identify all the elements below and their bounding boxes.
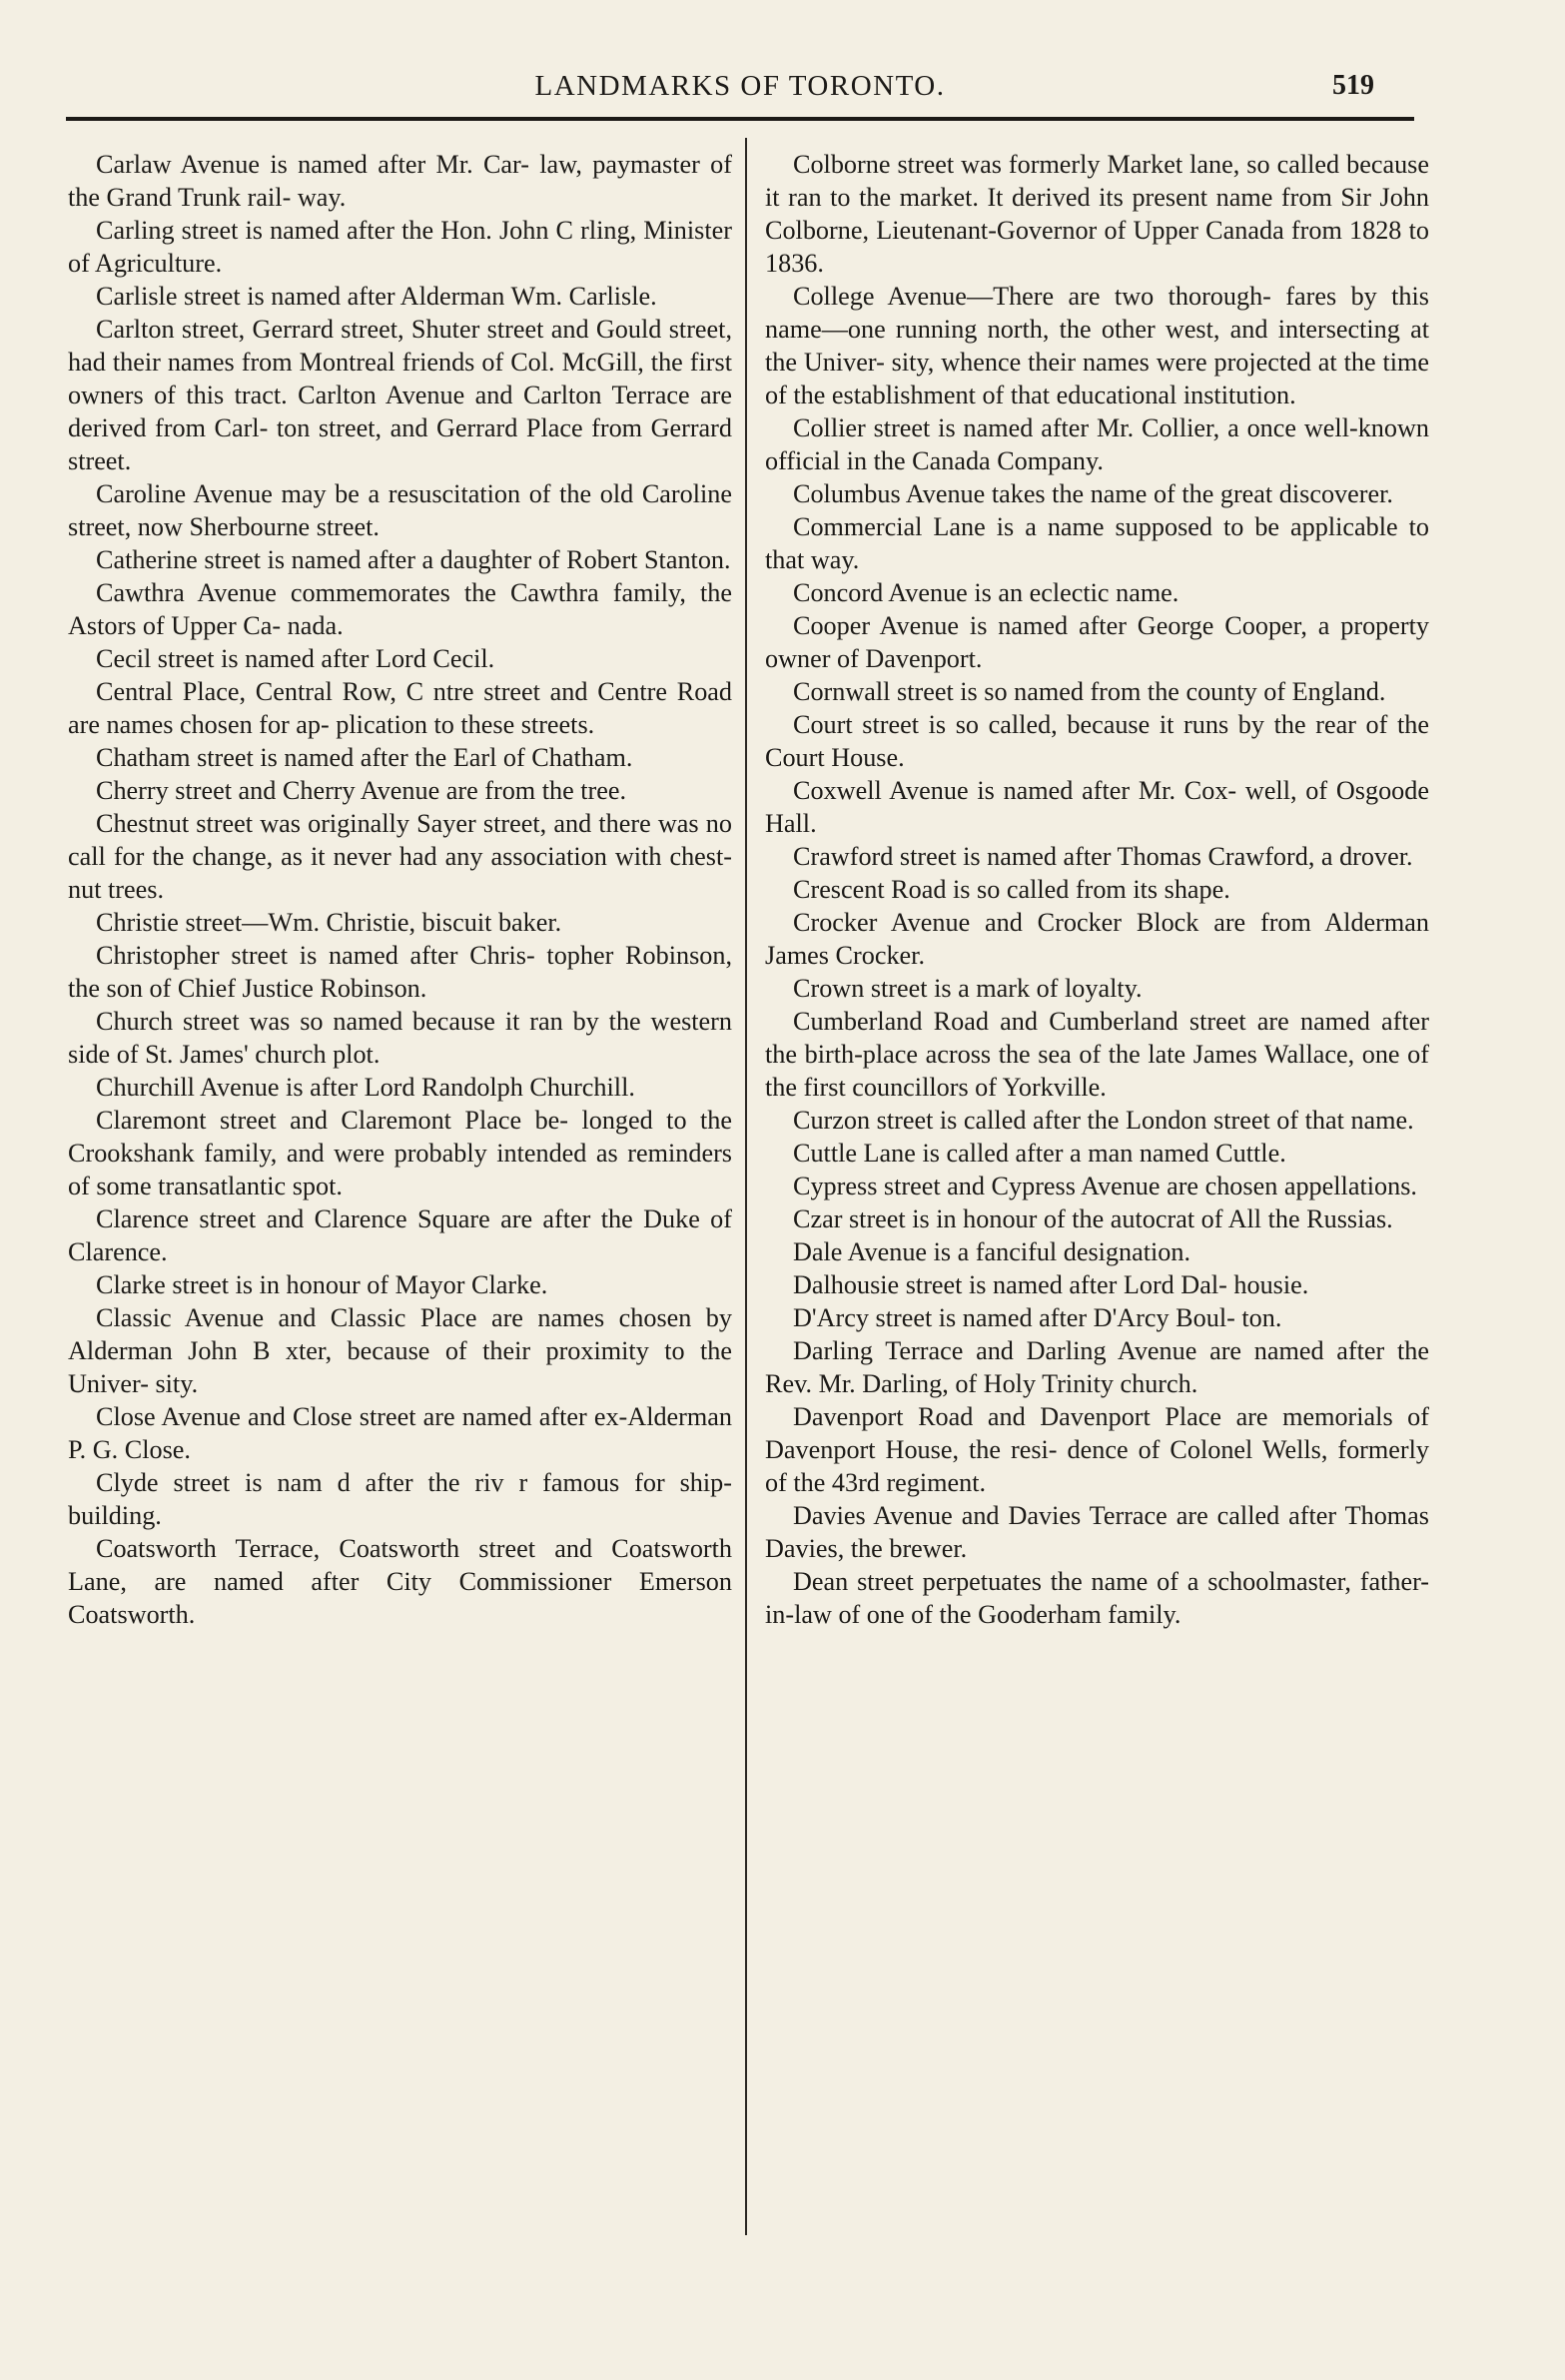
street-entry: Czar street is in honour of the autocrat of All the Russias. [793, 1204, 1393, 1233]
page-header [66, 66, 1414, 112]
street-entry: Coxwell Avenue is named after Mr. Cox- well, of Osgoode Hall. [765, 776, 1429, 838]
street-entry: Crown street is a mark of loyalty. [793, 974, 1143, 1003]
street-entry: Davenport Road and Davenport Place are memorials of Davenport House, the resi- dence of Colonel Wells, formerly of the 43rd regiment. [765, 1402, 1429, 1497]
street-entry: Christopher street is named after Chris- topher Robinson, the son of Chief Justice Robinson. [68, 941, 732, 1003]
street-entry: Central Place, Central Row, C ntre street and Centre Road are names chosen for ap- plication to these streets. [68, 677, 732, 739]
street-entry: Collier street is named after Mr. Collier, a once well-known official in the Canada Company. [765, 413, 1429, 475]
street-entry: Chatham street is named after the Earl of Chatham. [96, 743, 633, 772]
street-entry: College Avenue—There are two thorough- fares by this name—one running north, the other west, and intersecting at the Univer- sity, whence their names were projected at the time of the establishment of that educational institution. [765, 282, 1429, 409]
street-entry: Carling street is named after the Hon. John C rling, Minister of Agriculture. [68, 216, 732, 278]
street-entry: Court street is so called, because it runs by the rear of the Court House. [765, 710, 1429, 772]
street-entry: Cawthra Avenue commemorates the Cawthra family, the Astors of Upper Ca- nada. [68, 578, 732, 640]
street-entry: Cherry street and Cherry Avenue are from the tree. [96, 776, 627, 805]
street-entry: Caroline Avenue may be a resuscitation of the old Caroline street, now Sherbourne street. [68, 479, 732, 541]
street-entry: Columbus Avenue takes the name of the great discoverer. [793, 479, 1393, 508]
street-entry: Darling Terrace and Darling Avenue are named after the Rev. Mr. Darling, of Holy Trinity church. [765, 1336, 1429, 1398]
street-entry: Claremont street and Claremont Place be- longed to the Crookshank family, and were probably intended as reminders of some transatlantic spot. [68, 1106, 732, 1200]
street-entry: Close Avenue and Close street are named after ex-Alderman P. G. Close. [68, 1402, 732, 1464]
running-title: LANDMARKS OF TORONTO. [534, 70, 946, 102]
street-entry: Cypress street and Cypress Avenue are chosen appellations. [793, 1172, 1417, 1200]
street-entry: Curzon street is called after the London street of that name. [793, 1106, 1414, 1135]
street-entry: Cecil street is named after Lord Cecil. [96, 644, 495, 673]
street-entry: Clarence street and Clarence Square are after the Duke of Clarence. [68, 1204, 732, 1266]
street-entry: Classic Avenue and Classic Place are names chosen by Alderman John B xter, because of their proximity to the Univer- sity. [68, 1303, 732, 1398]
street-entry: Colborne street was formerly Market lane, so called because it ran to the market. It derived its present name from Sir John Colborne, Lieutenant-Governor of Upper Canada from 1828 to 1836. [765, 150, 1429, 278]
street-entry: Dalhousie street is named after Lord Dal- housie. [793, 1270, 1309, 1299]
street-entry: Chestnut street was originally Sayer street, and there was no call for the change, as it never had any association with chest- nut trees. [68, 809, 732, 904]
header-rule [66, 117, 1414, 121]
street-entry: Crescent Road is so called from its shape. [793, 875, 1230, 904]
street-entry: Churchill Avenue is after Lord Randolph Churchill. [96, 1073, 635, 1102]
street-entry: Crawford street is named after Thomas Crawford, a drover. [793, 842, 1413, 871]
street-entry: Cooper Avenue is named after George Cooper, a property owner of Davenport. [765, 611, 1429, 673]
street-entry: Carlton street, Gerrard street, Shuter street and Gould street, had their names from Montreal friends of Col. McGill, the first owners of this tract. Carlton Avenue and Carlton Terrace are derived from Carl- ton street, and Gerrard Place from Gerrard street. [68, 315, 732, 475]
street-entry: Christie street—Wm. Christie, biscuit baker. [96, 908, 562, 937]
street-entry: Coatsworth Terrace, Coatsworth street and Coatsworth Lane, are named after City Commissioner Emerson Coatsworth. [68, 1534, 732, 1629]
street-entry: Church street was so named because it ran by the western side of St. James' church plot. [68, 1007, 732, 1069]
street-entry: Carlisle street is named after Alderman Wm. Carlisle. [96, 282, 657, 311]
street-entry: Cumberland Road and Cumberland street are named after the birth-place across the sea of the late James Wallace, one of the first councillors of Yorkville. [765, 1007, 1429, 1102]
right-column [765, 148, 1429, 1631]
column-divider [745, 138, 747, 2235]
street-entry: Dean street perpetuates the name of a schoolmaster, father-in-law of one of the Gooderham family. [765, 1567, 1429, 1629]
street-entry: Cuttle Lane is called after a man named Cuttle. [793, 1139, 1286, 1168]
street-entry: Cornwall street is so named from the county of England. [793, 677, 1386, 706]
street-entry: Commercial Lane is a name supposed to be applicable to that way. [765, 512, 1429, 574]
street-entry: Dale Avenue is a fanciful designation. [793, 1237, 1191, 1266]
left-column [68, 148, 732, 1631]
street-entry: Carlaw Avenue is named after Mr. Car- law, paymaster of the Grand Trunk rail- way. [68, 150, 732, 212]
street-entry: Clarke street is in honour of Mayor Clarke. [96, 1270, 548, 1299]
street-entry: Crocker Avenue and Crocker Block are from Alderman James Crocker. [765, 908, 1429, 970]
street-entry: Clyde street is nam d after the riv r famous for ship-building. [68, 1468, 732, 1530]
page-number: 519 [1332, 70, 1374, 101]
street-entry: Davies Avenue and Davies Terrace are called after Thomas Davies, the brewer. [765, 1501, 1429, 1563]
street-entry: Concord Avenue is an eclectic name. [793, 578, 1179, 607]
street-entry: Catherine street is named after a daughter of Robert Stanton. [96, 545, 731, 574]
street-entry: D'Arcy street is named after D'Arcy Boul- ton. [793, 1303, 1282, 1332]
